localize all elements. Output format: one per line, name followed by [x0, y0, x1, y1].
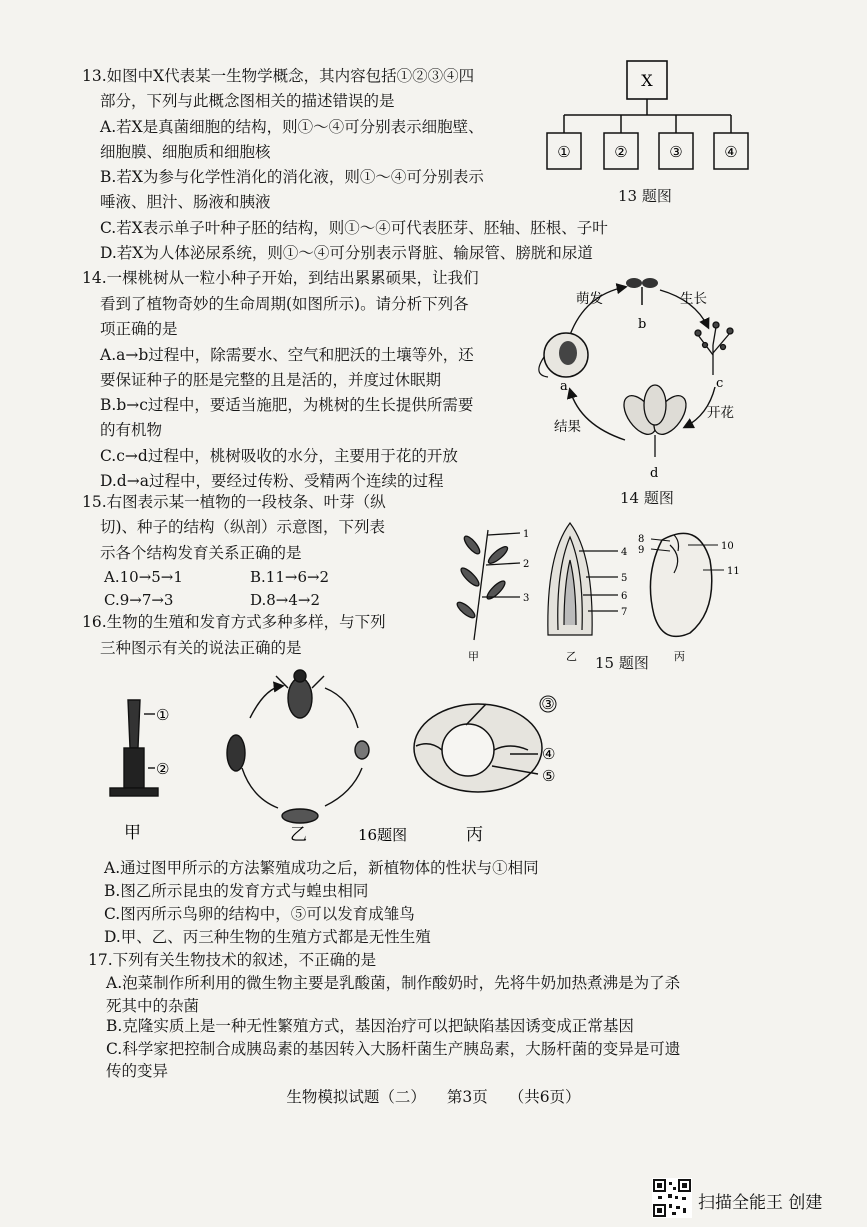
mark-3: ③ — [541, 695, 555, 713]
footer-page: 第3页 — [446, 1088, 488, 1106]
page-footer — [0, 1085, 867, 1107]
q14-figure-caption: 14 题图 — [620, 489, 674, 507]
watermark-text: 扫描全能王 创建 — [698, 1193, 823, 1213]
footer-title: 生物模拟试题（二） — [286, 1088, 426, 1106]
num-11: 11 — [727, 566, 740, 577]
num-1: 1 — [523, 529, 530, 540]
leaf-bud-illustration — [548, 523, 618, 635]
q13-option-a: A.若X是真菌细胞的结构，则①～④可分别表示细胞壁、 — [100, 118, 484, 136]
q17-option-a: A.泡菜制作所利用的微生物主要是乳酸菌，制作酸奶时，先将牛奶加热煮沸是为了杀 — [106, 974, 681, 992]
q13-root-node: X — [641, 71, 653, 90]
footer-total: （共6页） — [508, 1088, 581, 1106]
label-germinate: 萌发 — [576, 291, 603, 307]
panel-yi-16: 乙 — [290, 825, 307, 845]
panel-bing-16: 丙 — [466, 825, 483, 845]
q16-figure-caption: 16题图 — [358, 826, 408, 844]
q14-option-a: A.a→b过程中，除需要水、空气和肥沃的土壤等外，还 — [100, 346, 474, 364]
q13-node-4: ④ — [724, 143, 738, 161]
stage-c-label: c — [716, 376, 724, 391]
mark-4: ④ — [542, 745, 556, 763]
q13-option-b-cont: 唾液、胆汁、肠液和胰液 — [100, 193, 271, 211]
q13-node-3: ③ — [669, 143, 683, 161]
stage-a-label: a — [560, 379, 568, 394]
num-5: 5 — [621, 573, 628, 584]
q17-option-a-cont: 死其中的杂菌 — [106, 997, 200, 1015]
branch-illustration — [455, 530, 520, 640]
stage-b-label: b — [638, 317, 647, 332]
panel-yi: 乙 — [566, 650, 577, 663]
q13-option-c: C.若X表示单子叶种子胚的结构，则①～④可代表胚芽、胚轴、胚根、子叶 — [100, 219, 608, 237]
q16-option-a: A.通过图甲所示的方法繁殖成功之后，新植物体的性状与①相同 — [104, 859, 539, 877]
q14-stem-line-3: 项正确的是 — [100, 320, 178, 338]
label-grow: 生长 — [680, 291, 707, 307]
peach-flower-icon — [618, 385, 693, 457]
q16-option-b: B.图乙所示昆虫的发育方式与蝗虫相同 — [104, 882, 369, 900]
label-fruit: 结果 — [554, 419, 581, 435]
q13-option-a-cont: 细胞膜、细胞质和细胞核 — [100, 143, 271, 161]
q14-option-c: C.c→d过程中，桃树吸收的水分，主要用于花的开放 — [100, 447, 458, 465]
num-7: 7 — [621, 607, 628, 618]
q13-option-b: B.若X为参与化学性消化的消化液，则①～④可分别表示 — [100, 168, 484, 186]
stage-d-label: d — [650, 466, 659, 481]
q16-stem-line-2: 三种图示有关的说法正确的是 — [100, 639, 302, 657]
panel-bing: 丙 — [674, 650, 685, 663]
num-3: 3 — [523, 593, 530, 604]
q15-option-b: B.11→6→2 — [250, 568, 330, 586]
q15-option-c: C.9→7→3 — [104, 591, 174, 609]
num-2: 2 — [523, 559, 530, 570]
insect-life-cycle-illustration — [227, 670, 369, 823]
q17-option-c-cont: 传的变异 — [106, 1062, 169, 1080]
q13-concept-diagram — [535, 55, 775, 180]
bird-egg-illustration — [414, 704, 542, 792]
num-4: 4 — [621, 547, 628, 558]
q15-structure-diagram — [448, 515, 748, 665]
q15-stem-line-1: 15.右图表示某一植物的一段枝条、叶芽（纵 — [82, 493, 386, 511]
q15-stem-line-3: 示各个结构发育关系正确的是 — [100, 544, 302, 562]
mark-2: ② — [156, 760, 170, 778]
q16-stem-line-1: 16.生物的生殖和发育方式多种多样，与下列 — [82, 613, 386, 631]
q17-option-b: B.克隆实质上是一种无性繁殖方式，基因治疗可以把缺陷基因诱变成正常基因 — [106, 1017, 634, 1035]
q15-figure-caption: 15 题图 — [595, 654, 649, 672]
mark-5: ⑤ — [542, 767, 556, 785]
q14-option-b: B.b→c过程中，要适当施肥，为桃树的生长提供所需要 — [100, 396, 474, 414]
q17-stem: 17.下列有关生物技术的叙述，不正确的是 — [88, 951, 377, 969]
q13-option-d: D.若X为人体泌尿系统，则①～④可分别表示肾脏、输尿管、膀胱和尿道 — [100, 244, 593, 262]
q14-life-cycle-diagram — [530, 265, 755, 485]
mark-1: ① — [156, 706, 170, 724]
q17-option-c: C.科学家把控制合成胰岛素的基因转入大肠杆菌生产胰岛素，大肠杆菌的变异是可遗 — [106, 1040, 681, 1058]
q15-stem-line-2: 切)、种子的结构（纵剖）示意图，下列表 — [100, 518, 386, 536]
panel-jia-16: 甲 — [124, 823, 141, 843]
q13-child-nodes — [547, 115, 748, 169]
q14-option-d: D.d→a过程中，要经过传粉、受精两个连续的过程 — [100, 472, 444, 490]
q16-option-c: C.图丙所示鸟卵的结构中，⑤可以发育成雏鸟 — [104, 905, 415, 923]
panel-jia: 甲 — [468, 650, 479, 663]
seedling-icon — [626, 278, 658, 305]
q14-option-a-cont: 要保证种子的胚是完整的且是活的，并度过休眠期 — [100, 371, 442, 389]
label-bloom: 开花 — [707, 405, 734, 421]
q13-figure-caption: 13 题图 — [618, 187, 672, 205]
q16-option-d: D.甲、乙、丙三种生物的生殖方式都是无性生殖 — [104, 928, 431, 946]
q16-reproduction-diagram — [100, 658, 570, 853]
qr-code-icon — [652, 1178, 692, 1218]
num-8: 8 — [638, 534, 645, 545]
q14-stem-line-2: 看到了植物奇妙的生命周期(如图所示)。请分析下列各 — [100, 295, 469, 313]
q13-stem-line-1: 13.如图中X代表某一生物学概念，其内容包括①②③④四 — [82, 67, 475, 85]
q14-option-b-cont: 的有机物 — [100, 421, 163, 439]
num-6: 6 — [621, 591, 628, 602]
peach-tree-icon — [695, 322, 733, 375]
q13-node-2: ② — [614, 143, 628, 161]
q13-node-1: ① — [557, 143, 571, 161]
q15-option-d: D.8→4→2 — [250, 591, 321, 609]
q14-stem-line-1: 14.一棵桃树从一粒小种子开始，到结出累累硕果，让我们 — [82, 269, 479, 287]
grafting-illustration — [110, 700, 158, 796]
q15-option-a: A.10→5→1 — [104, 568, 183, 586]
peach-fruit-icon — [539, 333, 588, 377]
num-10: 10 — [721, 541, 734, 552]
num-9: 9 — [638, 545, 645, 556]
scanner-watermark — [650, 1178, 860, 1218]
q13-stem-line-2: 部分，下列与此概念图相关的描述错误的是 — [100, 92, 395, 110]
bean-seed-illustration — [650, 533, 711, 636]
